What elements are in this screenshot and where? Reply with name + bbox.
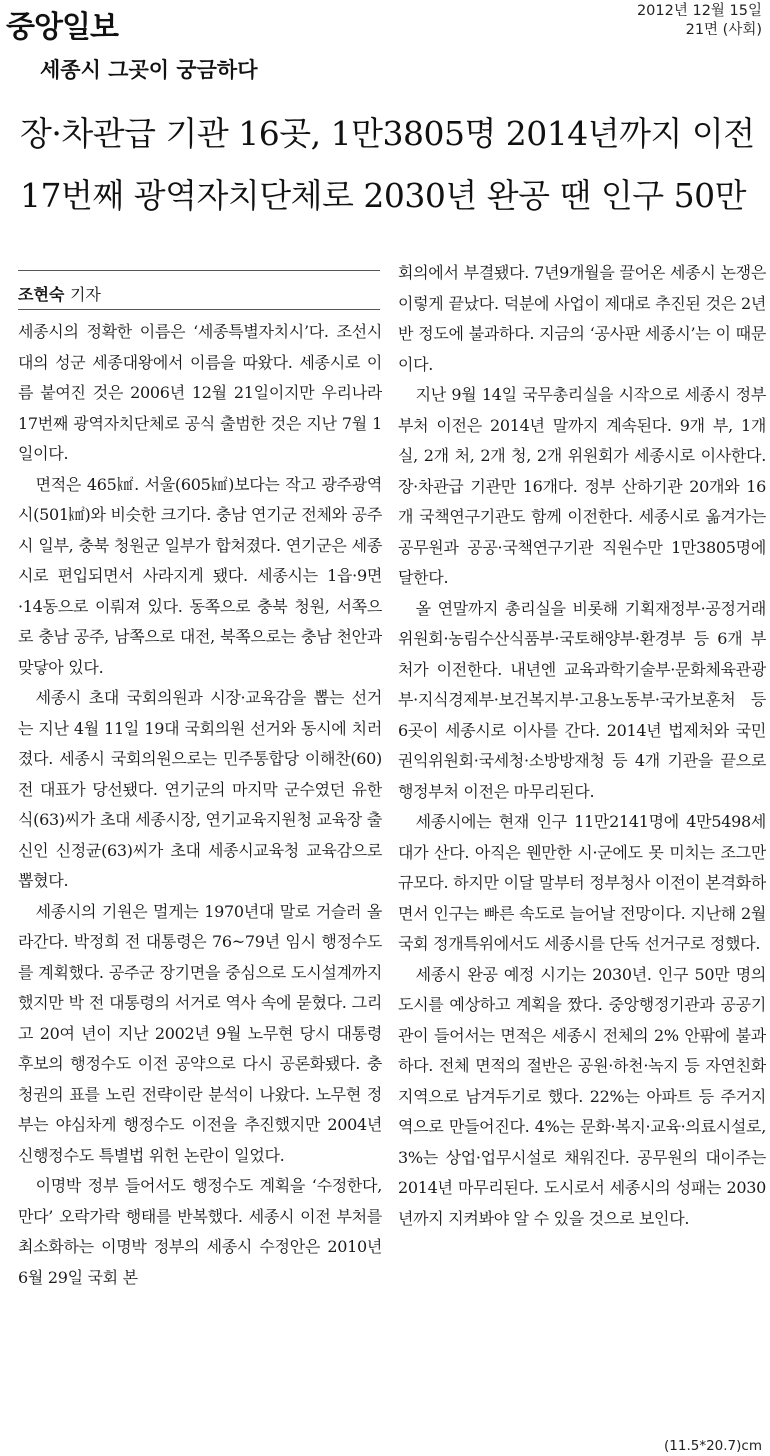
publication-date: 2012년 12월 15일 [636,3,762,19]
article-column-1 [18,317,382,1429]
sub-headline: 17번째 광역자치단체로 2030년 완공 땐 인구 50만 [20,176,746,215]
reporter-role: 기자 [69,285,101,304]
reporter-name: 조현숙 [18,285,65,304]
dateline [637,2,762,40]
series-title: 세종시 그곳이 궁금하다 [40,58,258,82]
paragraph: 지난 9월 14일 국무총리실을 시작으로 세종시 정부부처 이전은 2014년 말까지 계속된다. 9개 부, 1개 실, 2개 처, 2개 청, 2개 위원회가 세종시로 이사한다. 장·차관급 기관만 16개다. 정부 산하기관 20개와 16개 국책연구기관도 함께 이전한다. 세종시로 옮겨가는 공무원과 공공·국책연구기관 직원수만 1만3805명에 달한다. [398,385,766,587]
paragraph: 올 연말까지 총리실을 비롯해 기획재정부·공정거래위원회·농림수산식품부·국토해양부·환경부 등 6개 부처가 이전한다. 내년엔 교육과학기술부·문화체육관광부·지식경제부·보건복지부·고용노동부·국가보훈처 등 6곳이 세종시로 이사를 간다. 2014년 법제처와 국민권익위원회·국세청·소방방재청 등 4개 기관을 끝으로 행정부처 이전은 마무리된다. [398,598,766,801]
main-headline: 장·차관급 기관 16곳, 1만3805명 2014년까지 이전 [20,114,755,153]
article-column-2 [398,258,766,1428]
byline-bottom-rule [18,309,380,310]
page-section: 21면 (사회) [685,22,762,38]
byline-top-rule [18,270,380,271]
clipping-size: (11.5*20.7)cm [664,1438,762,1454]
newspaper-logo: 중앙일보 [6,10,118,45]
paragraph: 세종시의 기원은 멀게는 1970년대 말로 거슬러 올라간다. 박정희 전 대통령은 76~79년 임시 행정수도를 계획했다. 공주군 장기면을 중심으로 도시설계까지 했지만 박 전 대통령의 서거로 역사 속에 묻혔다. 그리고 20여 년이 지난 2002년 9월 노무현 당시 대통령 후보의 행정수도 이전 공약으로 다시 공론화됐다. 충청권의 표를 노린 전략이란 분석이 나왔다. 노무현 정부는 야심차게 행정수도 이전을 추진했지만 2004년 신행정수도 특별법 위헌 논란이 일었다. [18,901,382,1165]
byline [18,282,101,305]
paragraph: 세종시에는 현재 인구 11만2141명에 4만5498세대가 산다. 아직은 웬만한 시·군에도 못 미치는 조그만 규모다. 하지만 이달 말부터 정부청사 이전이 본격화하면서 인구는 빠른 속도로 늘어날 전망이다. 지난해 2월 국회 정개특위에서도 세종시를 단독 선거구로 정했다. [398,812,766,953]
paragraph: 세종시의 정확한 이름은 ‘세종특별자치시’다. 조선시대의 성군 세종대왕에서 이름을 따왔다. 세종시로 이름 붙여진 것은 2006년 12월 21일이지만 우리나라 17번째 광역자치단체로 공식 출범한 것은 지난 7월 1일이다. [18,322,382,463]
paragraph: 세종시 초대 국회의원과 시장·교육감을 뽑는 선거는 지난 4월 11일 19대 국회의원 선거와 동시에 치러졌다. 세종시 국회의원으로는 민주통합당 이해찬(60) 전 대표가 당선됐다. 연기군의 마지막 군수였던 유한식(63)씨가 초대 세종시장, 연기교육지원청 교육장 출신인 신정균(63)씨가 초대 세종시교육청 교육감으로 뽑혔다. [18,688,382,890]
paragraph: 면적은 465㎢. 서울(605㎢)보다는 작고 광주광역시(501㎢)와 비슷한 크기다. 충남 연기군 전체와 공주시 일부, 충북 청원군 일부가 합쳐졌다. 연기군은 세종시로 편입되면서 사라지게 됐다. 세종시는 1읍·9면·14동으로 이뤄져 있다. 동쪽으로 충북 청원, 서쪽으로 충남 공주, 남쪽으로 대전, 북쪽으로는 충남 천안과 맞닿아 있다. [18,474,382,677]
paragraph: 회의에서 부결됐다. 7년9개월을 끌어온 세종시 논쟁은 이렇게 끝났다. 덕분에 사업이 제대로 추진된 것은 2년 반 정도에 불과하다. 지금의 ‘공사판 세종시’는 이 때문이다. [398,263,766,374]
paragraph: 이명박 정부 들어서도 행정수도 계획을 ‘수정한다, 만다’ 오락가락 행태를 반복했다. 세종시 이전 부처를 최소화하는 이명박 정부의 세종시 수정안은 2010년 6월 29일 국회 본 [18,1176,382,1287]
paragraph: 세종시 완공 예정 시기는 2030년. 인구 50만 명의 도시를 예상하고 계획을 짰다. 중앙행정기관과 공공기관이 들어서는 면적은 세종시 전체의 2% 안팎에 불과하다. 전체 면적의 절반은 공원·하천·녹지 등 자연친화지역으로 남겨두기로 했다. 22%는 아파트 등 주거지역으로 만들어진다. 4%는 문화·복지·교육·의료시설로, 3%는 상업·업무시설로 채워진다. 공무원의 대이주는 2014년 마무리된다. 도시로서 세종시의 성패는 2030년까지 지켜봐야 알 수 있을 것으로 보인다. [398,964,766,1228]
